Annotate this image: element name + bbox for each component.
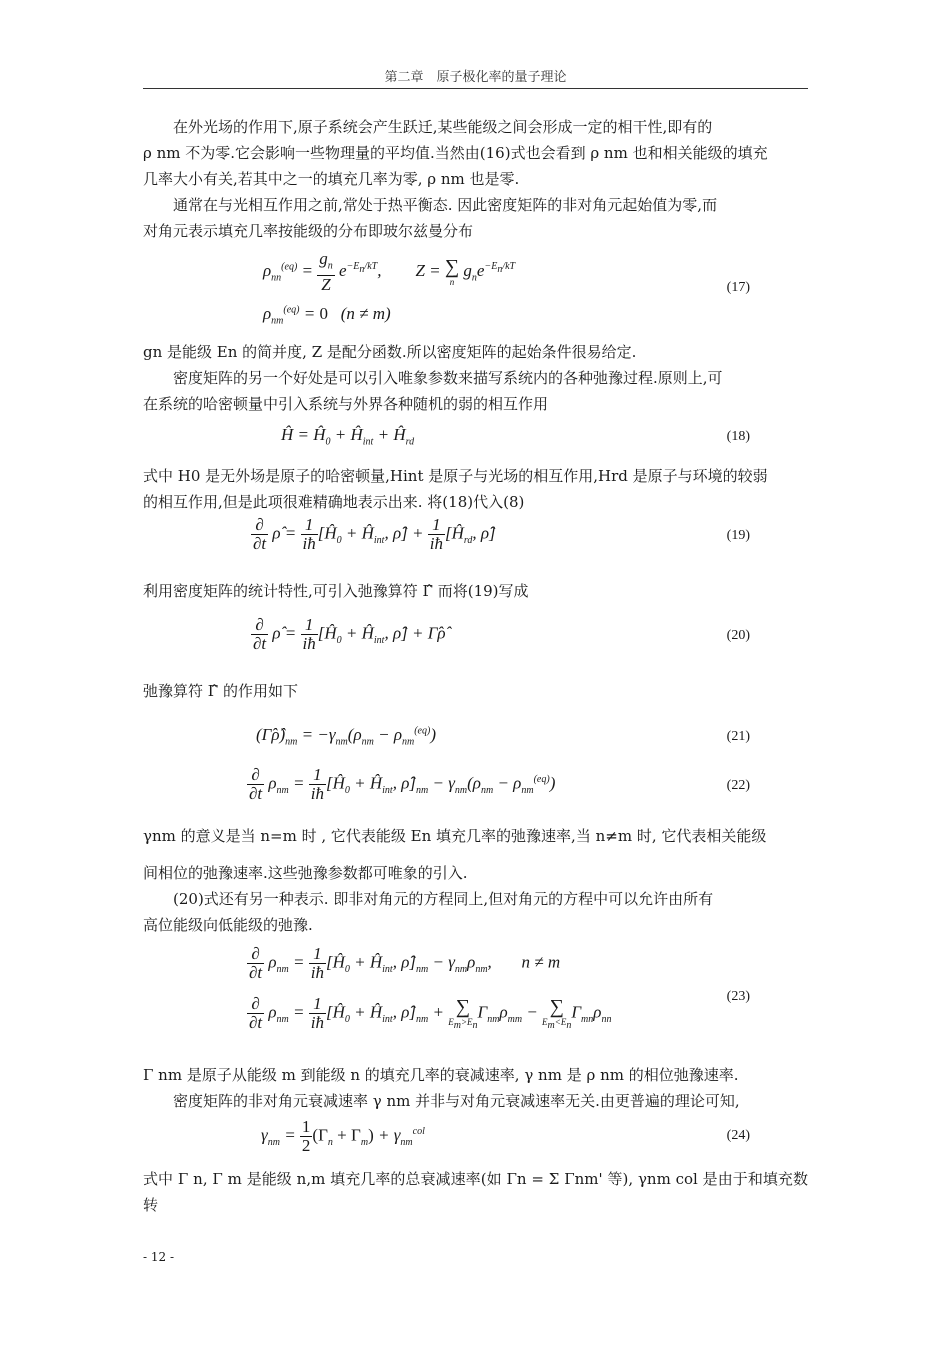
paragraph-line: 式中 H0 是无外场是原子的哈密顿量,Hint 是原子与光场的相互作用,Hrd 是原子与环境的较弱 — [143, 467, 768, 485]
equation-number: (17) — [726, 280, 750, 295]
equation-number: (24) — [726, 1128, 750, 1143]
paragraph-line: (20)式还有另一种表示. 即非对角元的方程同上,但对角元的方程中可以允许由所有 — [173, 890, 714, 908]
equation-number: (19) — [726, 528, 750, 543]
page-number: - 12 - — [143, 1250, 175, 1264]
paragraph-line: 对角元表示填充几率按能级的分布即玻尔兹曼分布 — [143, 222, 474, 240]
paragraph-line: 式中 Γ n, Γ m 是能级 n,m 填充几率的总衰减速率(如 Γn = Σ Γnm' 等), γnm col 是由于和填充数转 — [143, 1170, 808, 1214]
equation-24: $\gamma_{nm}$ = $\frac{1}{2}$ $(\Gamma_n + \Gamma_m) + \gamma_{nm}^{col}$ (24) — [261, 1117, 750, 1155]
paragraph-line: 弛豫算符 Γ̂ 的作用如下 — [143, 682, 298, 700]
paragraph-line: 的相互作用,但是此项很难精确地表示出来. 将(18)代入(8) — [143, 493, 525, 511]
equation-17: $\rho_{nn}^{(eq)}$ = $\frac{g_n}{Z}$ $e^{-E_n/kT}$, Z = ∑ n $g_ne^{-E_n/kT}$ $\rho_{nm}^{(eq)} = 0$ (n ≠ m) (17) — [263, 249, 750, 327]
equation-number: (18) — [726, 429, 750, 444]
paragraph-line: 间相位的弛豫速率.这些弛豫参数都可唯象的引入. — [143, 864, 468, 882]
paragraph-line: 利用密度矩阵的统计特性,可引入弛豫算符 Γ̂ 而将(19)写成 — [143, 582, 529, 600]
equation-19: $\frac{\partial}{\partial t}$ ρ̂ = $\frac{1}{iħ}$ [$Ĥ_0$ + $Ĥ_{int}$, ρ̂] + $\frac{1}{iħ}$ [$Ĥ_{rd}$, ρ̂] (19) — [253, 515, 750, 553]
equation-number: (20) — [726, 628, 750, 643]
paragraph-line: 在外光场的作用下,原子系统会产生跃迁,某些能级之间会形成一定的相干性,即有的 — [173, 118, 713, 136]
equation-20: $\frac{\partial}{\partial t}$ ρ̂ = $\frac{1}{iħ}$ [$Ĥ_0$ + $Ĥ_{int}$, ρ̂] + Γ̂ρ̂ (20) — [253, 615, 750, 653]
paragraph-line: Γ nm 是原子从能级 m 到能级 n 的填充几率的衰减速率, γ nm 是 ρ nm 的相位弛豫速率. — [143, 1066, 739, 1084]
paragraph-line: 通常在与光相互作用之前,常处于热平衡态. 因此密度矩阵的非对角元起始值为零,而 — [173, 196, 718, 214]
equation-number: (22) — [726, 778, 750, 793]
equation-18: Ĥ = $Ĥ_0$ + $Ĥ_{int}$ + $Ĥ_{rd}$ (18) — [281, 425, 750, 448]
equation-21: $(\Gammâ\rhô)_{nm} = -\gamma_{nm}(\rho_{nm} - \rho_{nm}^{(eq)})$ (21) — [256, 725, 750, 748]
equation-number: (23) — [726, 989, 750, 1004]
chapter-header: 第二章 原子极化率的量子理论 — [384, 70, 567, 85]
paragraph-line: ρ nm 不为零.它会影响一些物理量的平均值.当然由(16)式也会看到 ρ nm 也和相关能级的填充 — [143, 144, 768, 162]
equation-22: $\frac{\partial}{\partial t}$ $\rho_{nm}$ = $\frac{1}{iħ}$ [$Ĥ_0$ + $Ĥ_{int}$, $\rhô]_{nm} - \gamma_{nm}(\rho_{nm} - \rho_{nm}^{(eq)})$ (22) — [249, 765, 750, 803]
paragraph-line: 高位能级向低能级的弛豫. — [143, 916, 313, 934]
paragraph-line: 密度矩阵的非对角元衰减速率 γ nm 并非与对角元衰减速率无关.由更普遍的理论可知, — [173, 1092, 740, 1110]
equation-number: (21) — [726, 729, 750, 744]
paragraph-line: 密度矩阵的另一个好处是可以引入唯象参数来描写系统内的各种弛豫过程.原则上,可 — [173, 369, 723, 387]
paragraph-line: gn 是能级 En 的简并度, Z 是配分函数.所以密度矩阵的起始条件很易给定. — [143, 343, 637, 361]
paragraph-line: 在系统的哈密顿量中引入系统与外界各种随机的弱的相互作用 — [143, 395, 549, 413]
header-rule — [143, 88, 808, 89]
paragraph-line: γnm 的意义是当 n=m 时 , 它代表能级 En 填充几率的弛豫速率,当 n≠m 时, 它代表相关能级 — [143, 827, 767, 845]
equation-23: $\frac{\partial}{\partial t}$ $\rho_{nm}$ = $\frac{1}{iħ}$ [$Ĥ_0$ + $Ĥ_{int}$, $\rhô]_{nm} - \gamma_{nm}\rho_{nm}$, n ≠ m $\frac{\partial}{\partial t}$ $\rho_{nm}$ = $\frac{1}{iħ}$ [$Ĥ_0$ + $Ĥ_{int}$, $\rhô]_{nm}$ + ∑ $E_m>E_n$ $\Gamma_{nm}\rho_{mm}$ − ∑ $E_m<E_n$ $\Gamma_{mn}\rho_{nn}$ (23) — [249, 944, 750, 1032]
paragraph-line: 几率大小有关,若其中之一的填充几率为零, ρ nm 也是零. — [143, 170, 520, 188]
